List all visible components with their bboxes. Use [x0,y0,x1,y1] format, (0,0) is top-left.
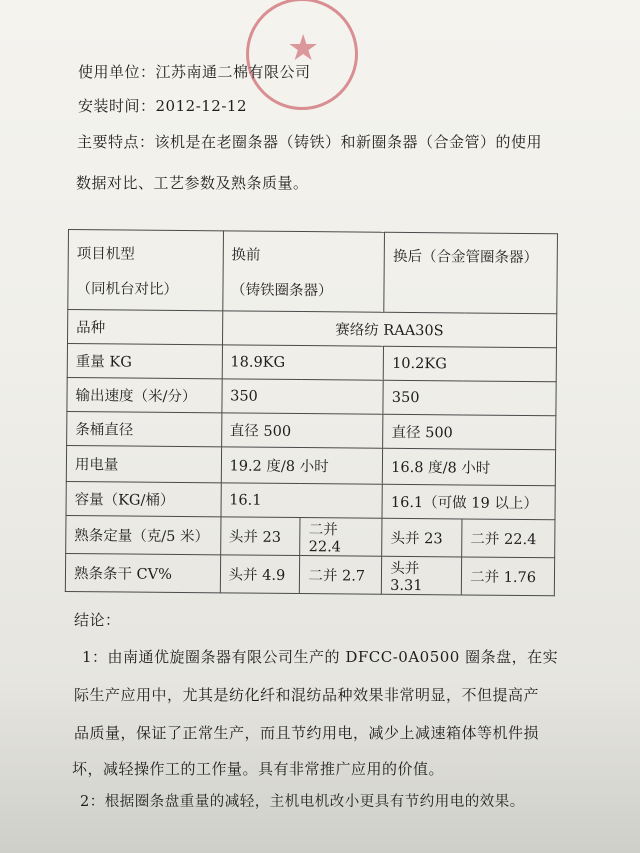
seal-star-icon: ★ [287,28,320,69]
table-row [67,411,556,449]
row-label: 输出速度（米/分） [67,377,222,412]
row-after-first: 头并 23 [382,518,462,557]
header-before-line2: （铸铁圈条器） [230,281,333,299]
table-row [68,310,557,348]
row-after: 10.2KG [383,346,556,382]
header-item-model [68,230,223,311]
row-before-first: 头并 23 [220,517,300,556]
variety-label: 品种 [68,310,223,345]
row-before: 直径 500 [221,413,383,448]
conclusion-p1-line4: 坏，减轻操作工的工作量。具有非常推广应用的价值。 [72,760,445,778]
row-label: 熟条条干 CV% [65,553,220,592]
row-after: 16.8 度/8 小时 [383,448,556,486]
row-before: 350 [221,379,383,414]
row-label: 熟条定量（克/5 米） [66,515,221,554]
row-label: 用电量 [66,445,221,482]
conclusion-p1-line1: 1：由南通优旋圈条器有限公司生产的 DFCC-0A0500 圈条盘，在实 [82,648,559,666]
row-label: 容量（KG/桶） [66,481,221,516]
usage-unit-label: 使用单位： [78,63,156,81]
company-seal-stamp [246,0,358,110]
row-after-first: 头并 3.31 [382,556,462,595]
usage-unit-value: 江苏南通二棉有限公司 [155,63,311,81]
conclusion-title: 结论： [74,611,121,629]
header-item-line1: 项目机型 [76,245,135,263]
conclusion-p1-line3: 品质量，保证了正常生产，而且节约用电，减少上减速箱体等机件损 [74,724,540,742]
install-time-label: 安装时间： [78,97,156,115]
install-time-value: 2012-12-12 [155,97,247,115]
table-header-row [68,230,558,314]
conclusion-paragraph-2: 2：根据圈条盘重量的减轻，主机电机改小更具有节约用电的效果。 [80,794,525,810]
row-after-second: 二并 22.4 [462,519,555,558]
install-time-line [78,95,247,116]
table-row [66,515,555,557]
row-label: 重量 KG [67,344,222,379]
row-before-first: 头并 4.9 [220,555,300,594]
row-before: 19.2 度/8 小时 [221,447,383,484]
variety-value: 赛络纺 RAA30S [222,311,557,348]
table-row [65,553,554,595]
header-after: 换后（合金管圈条器） [384,232,557,314]
conclusion-paragraph-1 [72,643,596,783]
table-row [67,377,556,415]
header-item-line2: （同机台对比） [76,280,179,298]
conclusion-p1-line2: 际生产应用中，尤其是纺化纤和混纺品种效果非常明显，不但提高产 [74,686,540,704]
table-row [66,481,555,519]
usage-unit-line [78,61,311,82]
table-row [67,344,556,382]
row-before-second: 二并 2.7 [300,556,382,595]
features-line-1: 主要特点：该机是在老圈条器（铸铁）和新圈条器（合金管）的使用 [77,133,543,151]
row-before: 16.1 [221,483,383,518]
table-row [66,445,555,485]
row-after: 350 [383,380,556,416]
features-line-2: 数据对比、工艺参数及熟条质量。 [76,174,309,192]
header-before [222,231,384,312]
row-after-second: 二并 1.76 [461,557,554,596]
header-before-line1: 换前 [231,246,261,264]
row-after: 16.1（可做 19 以上） [382,484,555,520]
row-label: 条桶直径 [67,411,222,446]
row-before-second: 二并 22.4 [300,518,382,557]
row-before: 18.9KG [222,345,384,380]
row-after: 直径 500 [383,414,556,450]
comparison-table [65,229,558,596]
